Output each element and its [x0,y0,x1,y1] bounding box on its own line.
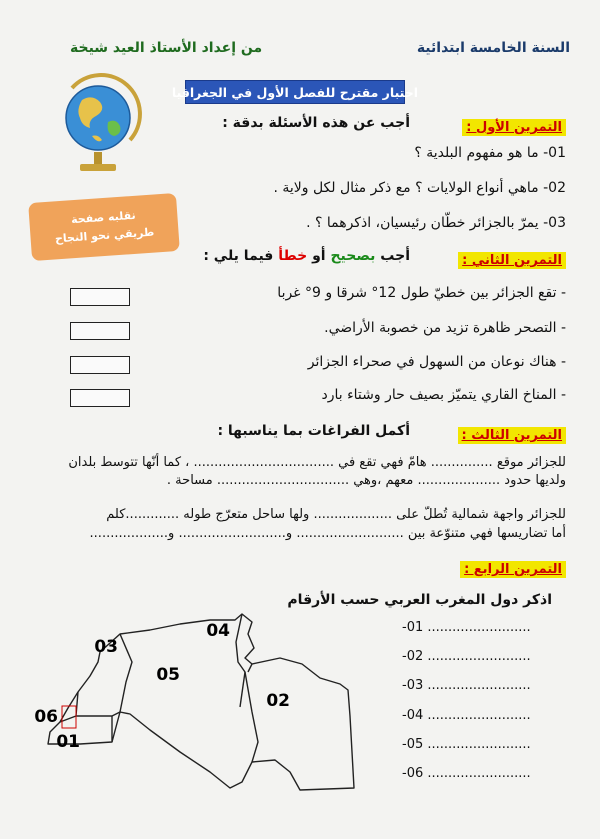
exercise-2-instruction: أجب بصحيح أو خطأ فيما يلي : [203,248,410,264]
map-number-05: 05 [156,665,180,685]
answer-line-3[interactable]: -03 ......................... [402,678,531,693]
map-number-01: 01 [56,732,80,752]
answer-box-1[interactable] [70,288,130,306]
map-number-04: 04 [206,621,230,641]
answer-line-6[interactable]: -06 ......................... [402,766,531,781]
false-word: خطأ [278,248,308,264]
question-2: 02- ماهي أنواع الولايات ؟ مع ذكر مثال لكل ولاية . [273,180,566,196]
statement-2: - التصحر ظاهرة تزيد من خصوبة الأراضي. [324,320,566,336]
motivation-badge [28,193,180,261]
exam-title: اختبار مقترح للفصل الأول في الجغرافيا [185,80,405,104]
exercise-1-label: التمرين الأول : [462,116,566,135]
exercise-4-instruction: اذكر دول المغرب العربي حسب الأرقام [287,592,552,608]
badge-line-1: نقلبه صفحة [70,208,137,227]
exercise-3-label: التمرين الثالث : [458,424,566,443]
fill-paragraph-1-line-2: ولديها حدود .................... معهم ،وهي ................................ مساحة . [166,473,566,488]
fill-paragraph-2-line-2: أما تضاريسها فهي متنوّعة بين .......................... و.......................... و................... [89,526,566,541]
globe-icon [52,70,142,180]
author-label: من إعداد الأستاذ العيد شيخة [70,40,263,56]
answer-line-4[interactable]: -04 ......................... [402,708,531,723]
grade-label: السنة الخامسة ابتدائية [416,40,570,56]
badge-line-2: طريقي نحو النجاح [54,225,155,246]
fill-paragraph-2-line-1: للجزائر واجهة شمالية تُطلّ على ................... ولها ساحل متعرّج طوله .............كلم [106,507,566,522]
maghreb-map [34,612,380,807]
exercise-3-instruction: أكمل الفراغات بما يناسبها : [217,423,410,439]
answer-line-5[interactable]: -05 ......................... [402,737,531,752]
true-word: بصحيح [330,248,376,264]
exercise-4-label: التمرين الرابع : [460,558,566,577]
question-1: 01- ما هو مفهوم البلدية ؟ [414,145,566,161]
answer-line-1[interactable]: -01 ......................... [402,620,531,635]
question-3: 03- يمرّ بالجزائر خطّان رئيسيان، اذكرهما ؟ . [306,215,566,231]
map-number-06: 06 [34,707,58,727]
answer-box-3[interactable] [70,356,130,374]
answer-box-2[interactable] [70,322,130,340]
statement-1: - تقع الجزائر بين خطيّ طول 12° شرقا و 9° غربا [277,285,566,301]
statement-4: - المناخ القاري يتميّز بصيف حار وشتاء بارد [321,387,566,403]
fill-paragraph-1-line-1: للجزائر موقع ............... هامّ فهي تقع في .................................. ، كما أنّها تتوسط بلدان [68,455,566,470]
statement-3: - هناك نوعان من السهول في صحراء الجزائر [307,354,566,370]
answer-line-2[interactable]: -02 ......................... [402,649,531,664]
map-number-02: 02 [266,691,290,711]
exercise-2-label: التمرين الثاني : [458,249,566,268]
exercise-1-instruction: أجب عن هذه الأسئلة بدقة : [222,115,410,131]
map-number-03: 03 [94,637,118,657]
answer-box-4[interactable] [70,389,130,407]
